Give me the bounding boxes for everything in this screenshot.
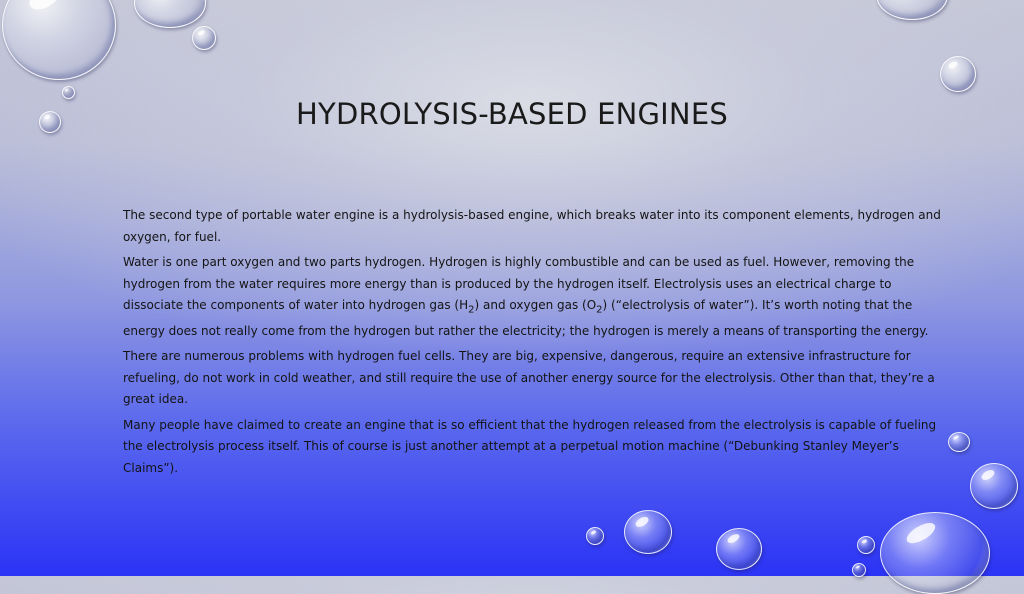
water-droplet-decoration [948, 432, 970, 452]
paragraph-2-part-2: ) and oxygen gas (O [474, 298, 597, 312]
water-droplet-decoration [940, 56, 976, 92]
water-droplet-decoration [970, 463, 1018, 509]
paragraph-2-part-1: Water is one part oxygen and two parts hydrogen. Hydrogen is highly combustible and can be used as fuel. However, removing the hydrogen from the water requires more energy than is produced by the hydrogen itself. Electrolysis uses an electrical charge to dissociate the components of water into hydrogen gas (H [123, 255, 915, 312]
water-droplet-decoration [880, 512, 990, 594]
water-droplet-decoration [192, 26, 216, 50]
water-droplet-decoration [586, 527, 604, 545]
slide-body [123, 205, 943, 483]
water-droplet-decoration [134, 0, 206, 28]
paragraph-2-part-3: ) (“electrolysis of water”). It’s worth noting that the energy does not really come from the hydrogen but rather the electricity; the hydrogen is merely a means of transporting the energy. [123, 298, 929, 338]
paragraph-1: The second type of portable water engine is a hydrolysis-based engine, which breaks water into its component elements, hydrogen and oxygen, for fuel. [123, 208, 941, 244]
water-droplet-decoration [716, 528, 762, 570]
slide-title: HYDROLYSIS-BASED ENGINES [296, 97, 728, 131]
h2-subscript: 2 [468, 304, 475, 316]
water-droplet-decoration [876, 0, 948, 20]
paragraph-4: Many people have claimed to create an engine that is so efficient that the hydrogen released from the electrolysis is capable of fueling the electrolysis process itself. This of course is just another attempt at a perpetual motion machine (“Debunking Stanley Meyer’s Claims”). [123, 417, 937, 475]
water-droplet-decoration [852, 563, 866, 577]
water-droplet-decoration [2, 0, 116, 80]
o2-subscript: 2 [596, 304, 603, 316]
paragraph-2 [123, 252, 943, 342]
paragraph-3: There are numerous problems with hydrogen fuel cells. They are big, expensive, dangerous, require an extensive infrastructure for refueling, do not work in cold weather, and still require the use of another energy source for the electrolysis. Other than that, they’re a great idea. [123, 349, 935, 407]
water-droplet-decoration [624, 510, 672, 554]
water-droplet-decoration [857, 536, 875, 554]
